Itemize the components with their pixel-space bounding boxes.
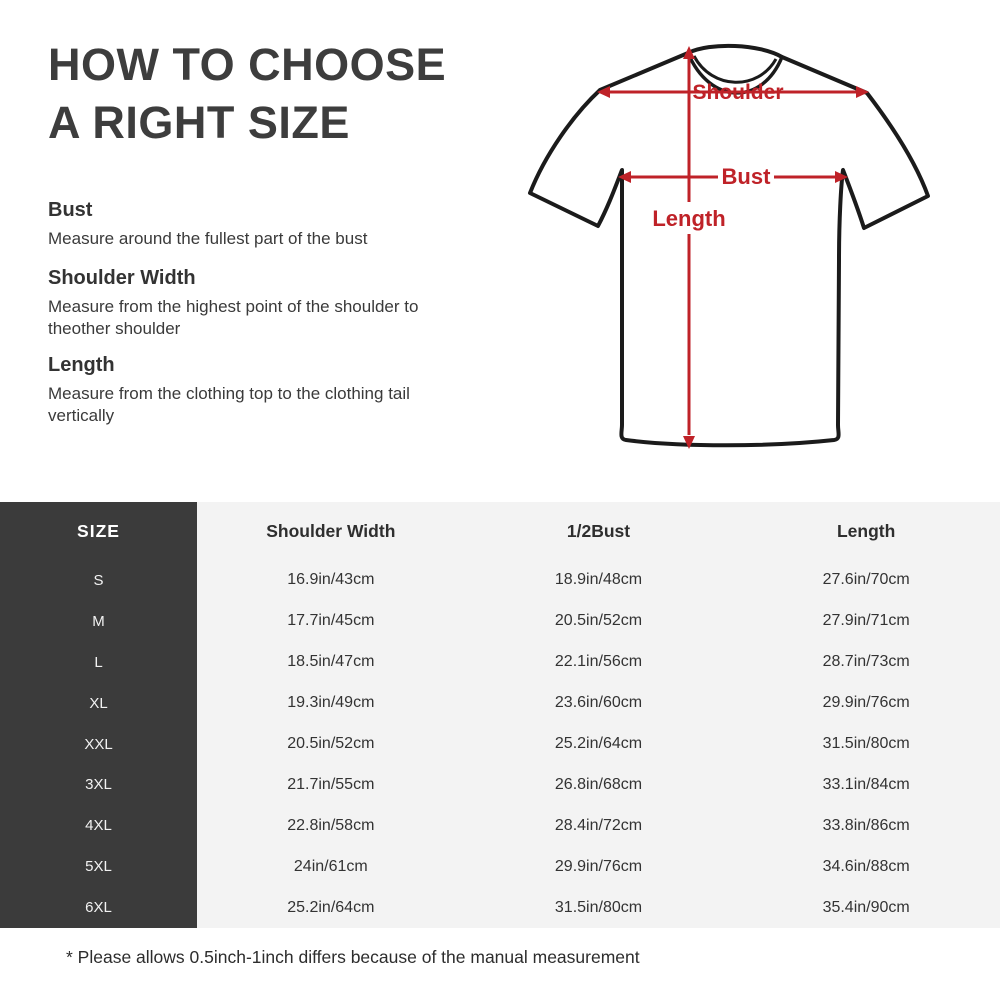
value-cell: 33.1in/84cm [822,775,910,793]
table-row [0,601,1000,642]
measure-bust-desc: Measure around the fullest part of the bust [48,229,368,248]
value-cell: 35.4in/90cm [822,898,910,916]
value-cell: 26.8in/68cm [554,775,643,793]
size-cell: L [0,642,197,683]
tshirt-diagram [505,20,985,470]
table-row [0,683,1000,724]
page-title-line2: A RIGHT SIZE [48,97,350,148]
value-cell: 20.5in/52cm [287,735,375,752]
table-row [0,764,1000,805]
value-cell: 20.5in/52cm [554,612,643,630]
value-cell: 25.2in/64cm [554,735,643,752]
table-header-row [0,502,1000,560]
table-row [0,724,1000,765]
value-cell: 27.9in/71cm [822,612,910,630]
value-cell: 19.3in/49cm [287,694,375,712]
size-cell: 5XL [0,846,197,887]
measure-length [48,354,468,426]
table-row [0,805,1000,846]
value-cell: 18.5in/47cm [287,653,375,671]
size-cell: XXL [0,724,197,765]
measure-bust [48,199,468,250]
value-cell: 25.2in/64cm [287,898,375,916]
value-cell: 27.6in/70cm [822,571,910,589]
table-row [0,887,1000,928]
value-cell: 16.9in/43cm [287,571,375,589]
value-cell: 23.6in/60cm [554,694,643,712]
length-arrow-label: Length [652,206,726,231]
measure-bust-term: Bust [48,199,93,221]
shoulder-arrow-label: Shoulder [692,81,784,104]
size-table [0,502,1000,928]
value-cell: 17.7in/45cm [287,612,375,630]
value-cell: 29.9in/76cm [554,857,643,875]
value-cell: 34.6in/88cm [822,857,910,875]
value-cell: 31.5in/80cm [822,735,910,752]
size-cell: 3XL [0,764,197,805]
measure-length-term: Length [48,354,115,376]
page-title [48,36,508,152]
value-cell: 18.9in/48cm [554,571,643,589]
size-cell: S [0,560,197,601]
size-cell: 6XL [0,887,197,928]
value-cell: 28.4in/72cm [554,816,643,834]
value-cell: 29.9in/76cm [822,694,910,712]
size-cell: XL [0,683,197,724]
measurement-disclaimer: * Please allows 0.5inch-1inch differs because of the manual measurement [66,947,640,967]
table-row [0,642,1000,683]
header-size: SIZE [0,502,197,560]
value-cell: 24in/61cm [293,857,368,875]
header-length: Length [836,520,896,541]
measure-shoulder [48,267,468,339]
measure-length-desc: Measure from the clothing top to the clothing tail vertically [48,384,410,425]
table-row [0,846,1000,887]
value-cell: 33.8in/86cm [822,816,910,834]
bust-arrow-label: Bust [721,164,771,189]
header-half-bust: 1/2Bust [566,520,631,541]
howto-section [48,36,508,466]
value-cell: 22.8in/58cm [287,816,375,834]
measure-shoulder-desc: Measure from the highest point of the shoulder to theother shoulder [48,297,419,338]
value-cell: 21.7in/55cm [287,775,375,793]
page-title-line1: HOW TO CHOOSE [48,39,447,90]
value-cell: 31.5in/80cm [554,898,643,916]
tshirt-outline [530,46,928,445]
value-cell: 28.7in/73cm [822,653,910,671]
header-shoulder-width: Shoulder Width [266,520,396,541]
table-row [0,560,1000,601]
size-cell: M [0,601,197,642]
value-cell: 22.1in/56cm [554,653,643,671]
measure-shoulder-term: Shoulder Width [48,267,196,289]
size-cell: 4XL [0,805,197,846]
